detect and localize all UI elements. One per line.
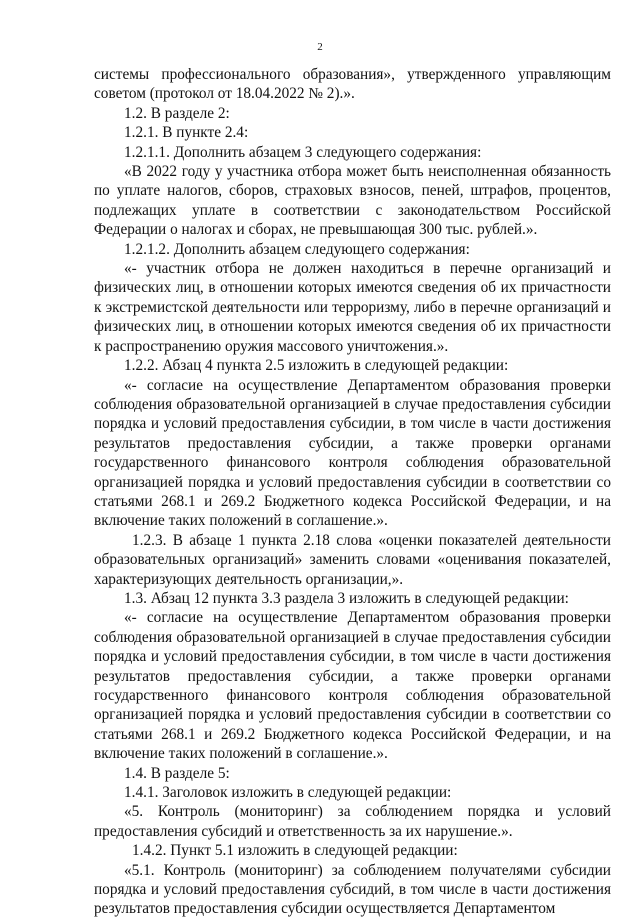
paragraph-1-2-1-1: 1.2.1.1. Дополнить абзацем 3 следующего содержания: [124,143,482,161]
paragraph-1-2-3: 1.2.3. В абзаце 1 пункта 2.18 слова «оценки показателей деятельности образовательных организаций» заменить словами «оценивания показателей, характеризующих деятельность организации,». [94,531,611,588]
paragraph-quote-heading: «5. Контроль (мониторинг) за соблюдением порядка и условий предоставления субсидий и ответственность за их нарушение.». [94,803,611,840]
paragraph-continuation: системы профессионального образования», утвержденного управляющим советом (протокол от 18.04.2022 № 2).». [94,66,611,103]
paragraph-quote-extremism: «- участник отбора не должен находиться в перечне организаций и физических лиц, в отношении которых имеются сведения об их причастности к экстремистской деятельности или терроризму, либо в перечне организаций и физических лиц, в отношении которых имеются сведения об их причастности к распространению оружия массового уничтожения.». [94,260,611,355]
document-body [94,65,611,919]
paragraph-1-2-1-2: 1.2.1.2. Дополнить абзацем следующего содержания: [124,240,470,258]
paragraph-1-3: 1.3. Абзац 12 пункта 3.3 раздела 3 изложить в следующей редакции: [124,589,569,607]
paragraph-quote-consent-2: «- согласие на осуществление Департаментом образования проверки соблюдения образовательной организацией в случае предоставления субсидии порядка и условий предоставления субсидии, в том числе в части достижения результатов предоставления субсидии, а также проверки органами государственного финансового контроля соблюдения образовательной организацией порядка и условий предоставления субсидии в соответствии со статьями 268.1 и 269.2 Бюджетного кодекса Российской Федерации, и на включение таких положений в соглашение.». [94,609,611,763]
page-number: 2 [317,41,323,53]
paragraph-quote-5-1: «5.1. Контроль (мониторинг) за соблюдением получателями субсидии порядка и условий предоставления субсидий, в том числе в части достижения результатов предоставления субсидии осуществляется Департаментом [94,861,611,918]
paragraph-1-4-1: 1.4.1. Заголовок изложить в следующей редакции: [124,784,452,802]
paragraph-1-2-2: 1.2.2. Абзац 4 пункта 2.5 изложить в следующей редакции: [124,357,509,375]
paragraph-1-4: 1.4. В разделе 5: [124,764,230,782]
paragraph-quote-consent-1: «- согласие на осуществление Департаментом образования проверки соблюдения образовательной организацией в случае предоставления субсидии порядка и условий предоставления субсидии, в том числе в части достижения результатов предоставления субсидии, а также проверки органами государственного финансового контроля соблюдения образовательной организацией порядка и условий предоставления субсидии в соответствии со статьями 268.1 и 269.2 Бюджетного кодекса Российской Федерации, и на включение таких положений в соглашение.». [94,376,611,530]
paragraph-quote-tax: «В 2022 году у участника отбора может быть неисполненная обязанность по уплате налогов, сборов, страховых взносов, пеней, штрафов, процентов, подлежащих уплате в соответствии с законодательством Российской Федерации о налогах и сборах, не превышающая 300 тыс. рублей.». [94,163,611,239]
paragraph-1-2: 1.2. В разделе 2: [124,104,230,122]
paragraph-1-4-2: 1.4.2. Пункт 5.1 изложить в следующей редакции: [132,842,458,860]
paragraph-1-2-1: 1.2.1. В пункте 2.4: [124,124,249,142]
